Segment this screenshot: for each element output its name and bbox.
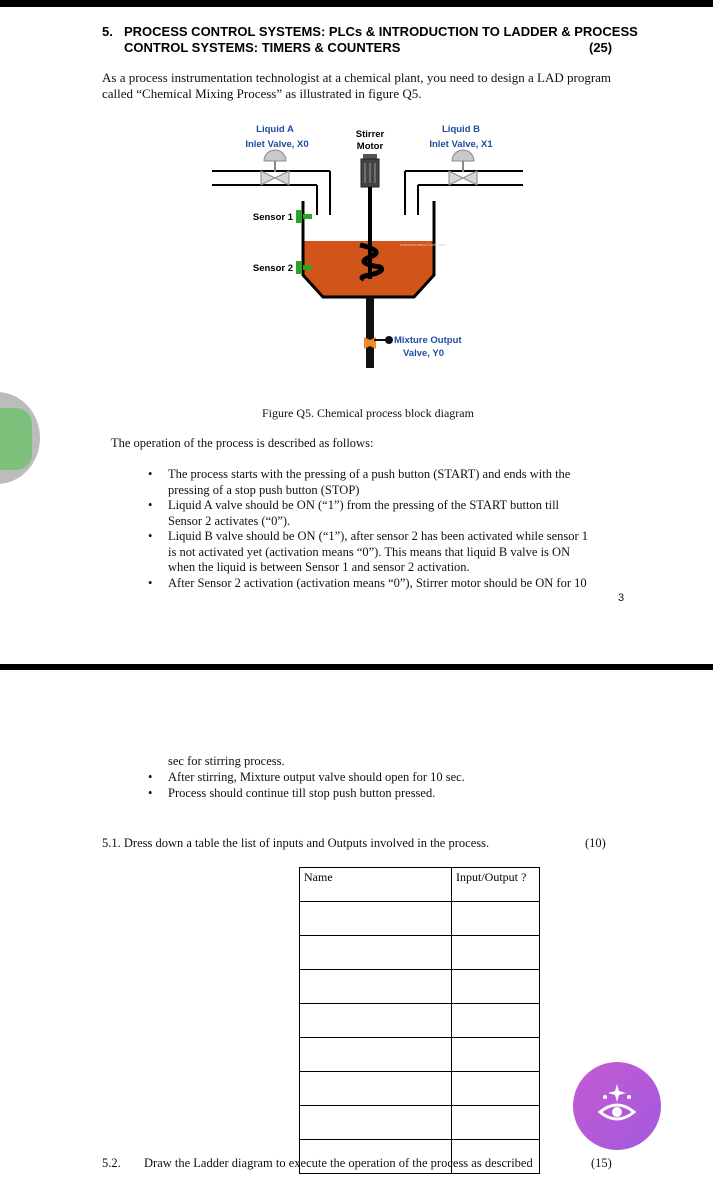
table-cell bbox=[300, 1038, 452, 1072]
list-item: • After stirring, Mixture output valve should open for 10 sec. bbox=[148, 770, 465, 784]
liquid-b-valve-icon bbox=[449, 150, 477, 185]
table-header-row bbox=[300, 868, 540, 902]
sensor1-label: Sensor 1 bbox=[252, 212, 293, 223]
list-item: • After Sensor 2 activation (activation means “0”), Stirrer motor should be ON for 10 bbox=[148, 575, 587, 590]
question-number: 5. bbox=[102, 24, 113, 39]
intro-line1: As a process instrumentation technologist at a chemical plant, you need to design a LAD program bbox=[102, 70, 612, 85]
liquid-a-label2: Inlet Valve, X0 bbox=[245, 139, 309, 150]
table-cell bbox=[452, 936, 540, 970]
liquid-a-label1: Liquid A bbox=[256, 124, 294, 135]
top-bar bbox=[0, 0, 713, 7]
list-item: • Process should continue till stop push button pressed. bbox=[148, 785, 436, 800]
page-number: 3 bbox=[618, 592, 625, 604]
bullet-list-page2 bbox=[148, 770, 638, 801]
q52-marks: (15) bbox=[591, 1156, 612, 1170]
table-row bbox=[300, 936, 540, 970]
stirrer-label2: Motor bbox=[356, 141, 384, 152]
question-title-line1: PROCESS CONTROL SYSTEMS: PLCs & INTRODUCTION TO LADDER & PROCESS bbox=[124, 24, 638, 39]
side-widget[interactable] bbox=[0, 392, 40, 484]
table-cell bbox=[300, 1106, 452, 1140]
sensor2-label: Sensor 2 bbox=[252, 263, 293, 274]
table-cell bbox=[452, 902, 540, 936]
table-row bbox=[300, 1038, 540, 1072]
q51-text: 5.1. Dress down a table the list of inputs and Outputs involved in the process. bbox=[102, 836, 490, 850]
output-pipe bbox=[366, 297, 374, 368]
table-cell bbox=[452, 1106, 540, 1140]
operation-intro: The operation of the process is described as follows: bbox=[111, 436, 374, 450]
bullet-list-page1 bbox=[148, 467, 638, 591]
question-marks: (25) bbox=[589, 40, 613, 55]
output-label2: Valve, Y0 bbox=[403, 348, 445, 359]
chemical-process-diagram bbox=[200, 115, 530, 375]
io-table bbox=[299, 867, 540, 1174]
table-cell bbox=[300, 1072, 452, 1106]
bubble-icon bbox=[0, 408, 32, 470]
table-cell bbox=[452, 1004, 540, 1038]
liquid-b-label1: Liquid B bbox=[442, 124, 480, 135]
ai-assist-button[interactable] bbox=[573, 1062, 661, 1150]
table-cell bbox=[300, 902, 452, 936]
sparkle-eye-icon bbox=[573, 1062, 661, 1150]
figure-caption: Figure Q5. Chemical process block diagram bbox=[262, 406, 474, 420]
q52-number: 5.2. bbox=[102, 1156, 121, 1170]
output-label1: Mixture Output bbox=[394, 335, 462, 346]
table-cell bbox=[452, 970, 540, 1004]
intro-line2: called “Chemical Mixing Process” as illustrated in figure Q5. bbox=[102, 86, 422, 101]
table-cell bbox=[452, 1038, 540, 1072]
list-item: • Liquid A valve should be ON (“1”) from the pressing of the START button till Sensor 2 activates (“0”). bbox=[148, 498, 560, 528]
table-cell bbox=[300, 936, 452, 970]
stirrer-motor-icon bbox=[361, 154, 379, 187]
question-title-line2: CONTROL SYSTEMS: TIMERS & COUNTERS bbox=[124, 40, 401, 55]
table-header-io: Input/Output ? bbox=[452, 868, 540, 902]
table-cell bbox=[452, 1072, 540, 1106]
table-header-name: Name bbox=[300, 868, 452, 902]
tank-watermark-text: InstrumentationTools.com bbox=[400, 242, 446, 247]
continued-text: sec for stirring process. bbox=[168, 754, 285, 768]
table-row bbox=[300, 1004, 540, 1038]
table-row bbox=[300, 902, 540, 936]
table-row bbox=[300, 1072, 540, 1106]
list-item: • Liquid B valve should be ON (“1”), after sensor 2 has been activated while sensor 1 is not activated yet (activation means “0”). This means that liquid B valve is ON when the liquid is between Sensor 1 and sensor 2 activation. bbox=[148, 529, 589, 574]
liquid-b-label2: Inlet Valve, X1 bbox=[429, 139, 493, 150]
table-row bbox=[300, 970, 540, 1004]
table-cell bbox=[300, 1004, 452, 1038]
liquid-a-valve-icon bbox=[261, 150, 289, 185]
list-item: • The process starts with the pressing of a push button (START) and ends with the pressing of a stop push button (STOP) bbox=[148, 467, 571, 497]
q51-marks: (10) bbox=[585, 836, 606, 850]
table-row bbox=[300, 1106, 540, 1140]
page-break-bar bbox=[0, 664, 713, 670]
q52-text: Draw the Ladder diagram to execute the operation of the process as described bbox=[144, 1156, 533, 1170]
table-cell bbox=[300, 970, 452, 1004]
stirrer-label1: Stirrer bbox=[355, 129, 385, 140]
